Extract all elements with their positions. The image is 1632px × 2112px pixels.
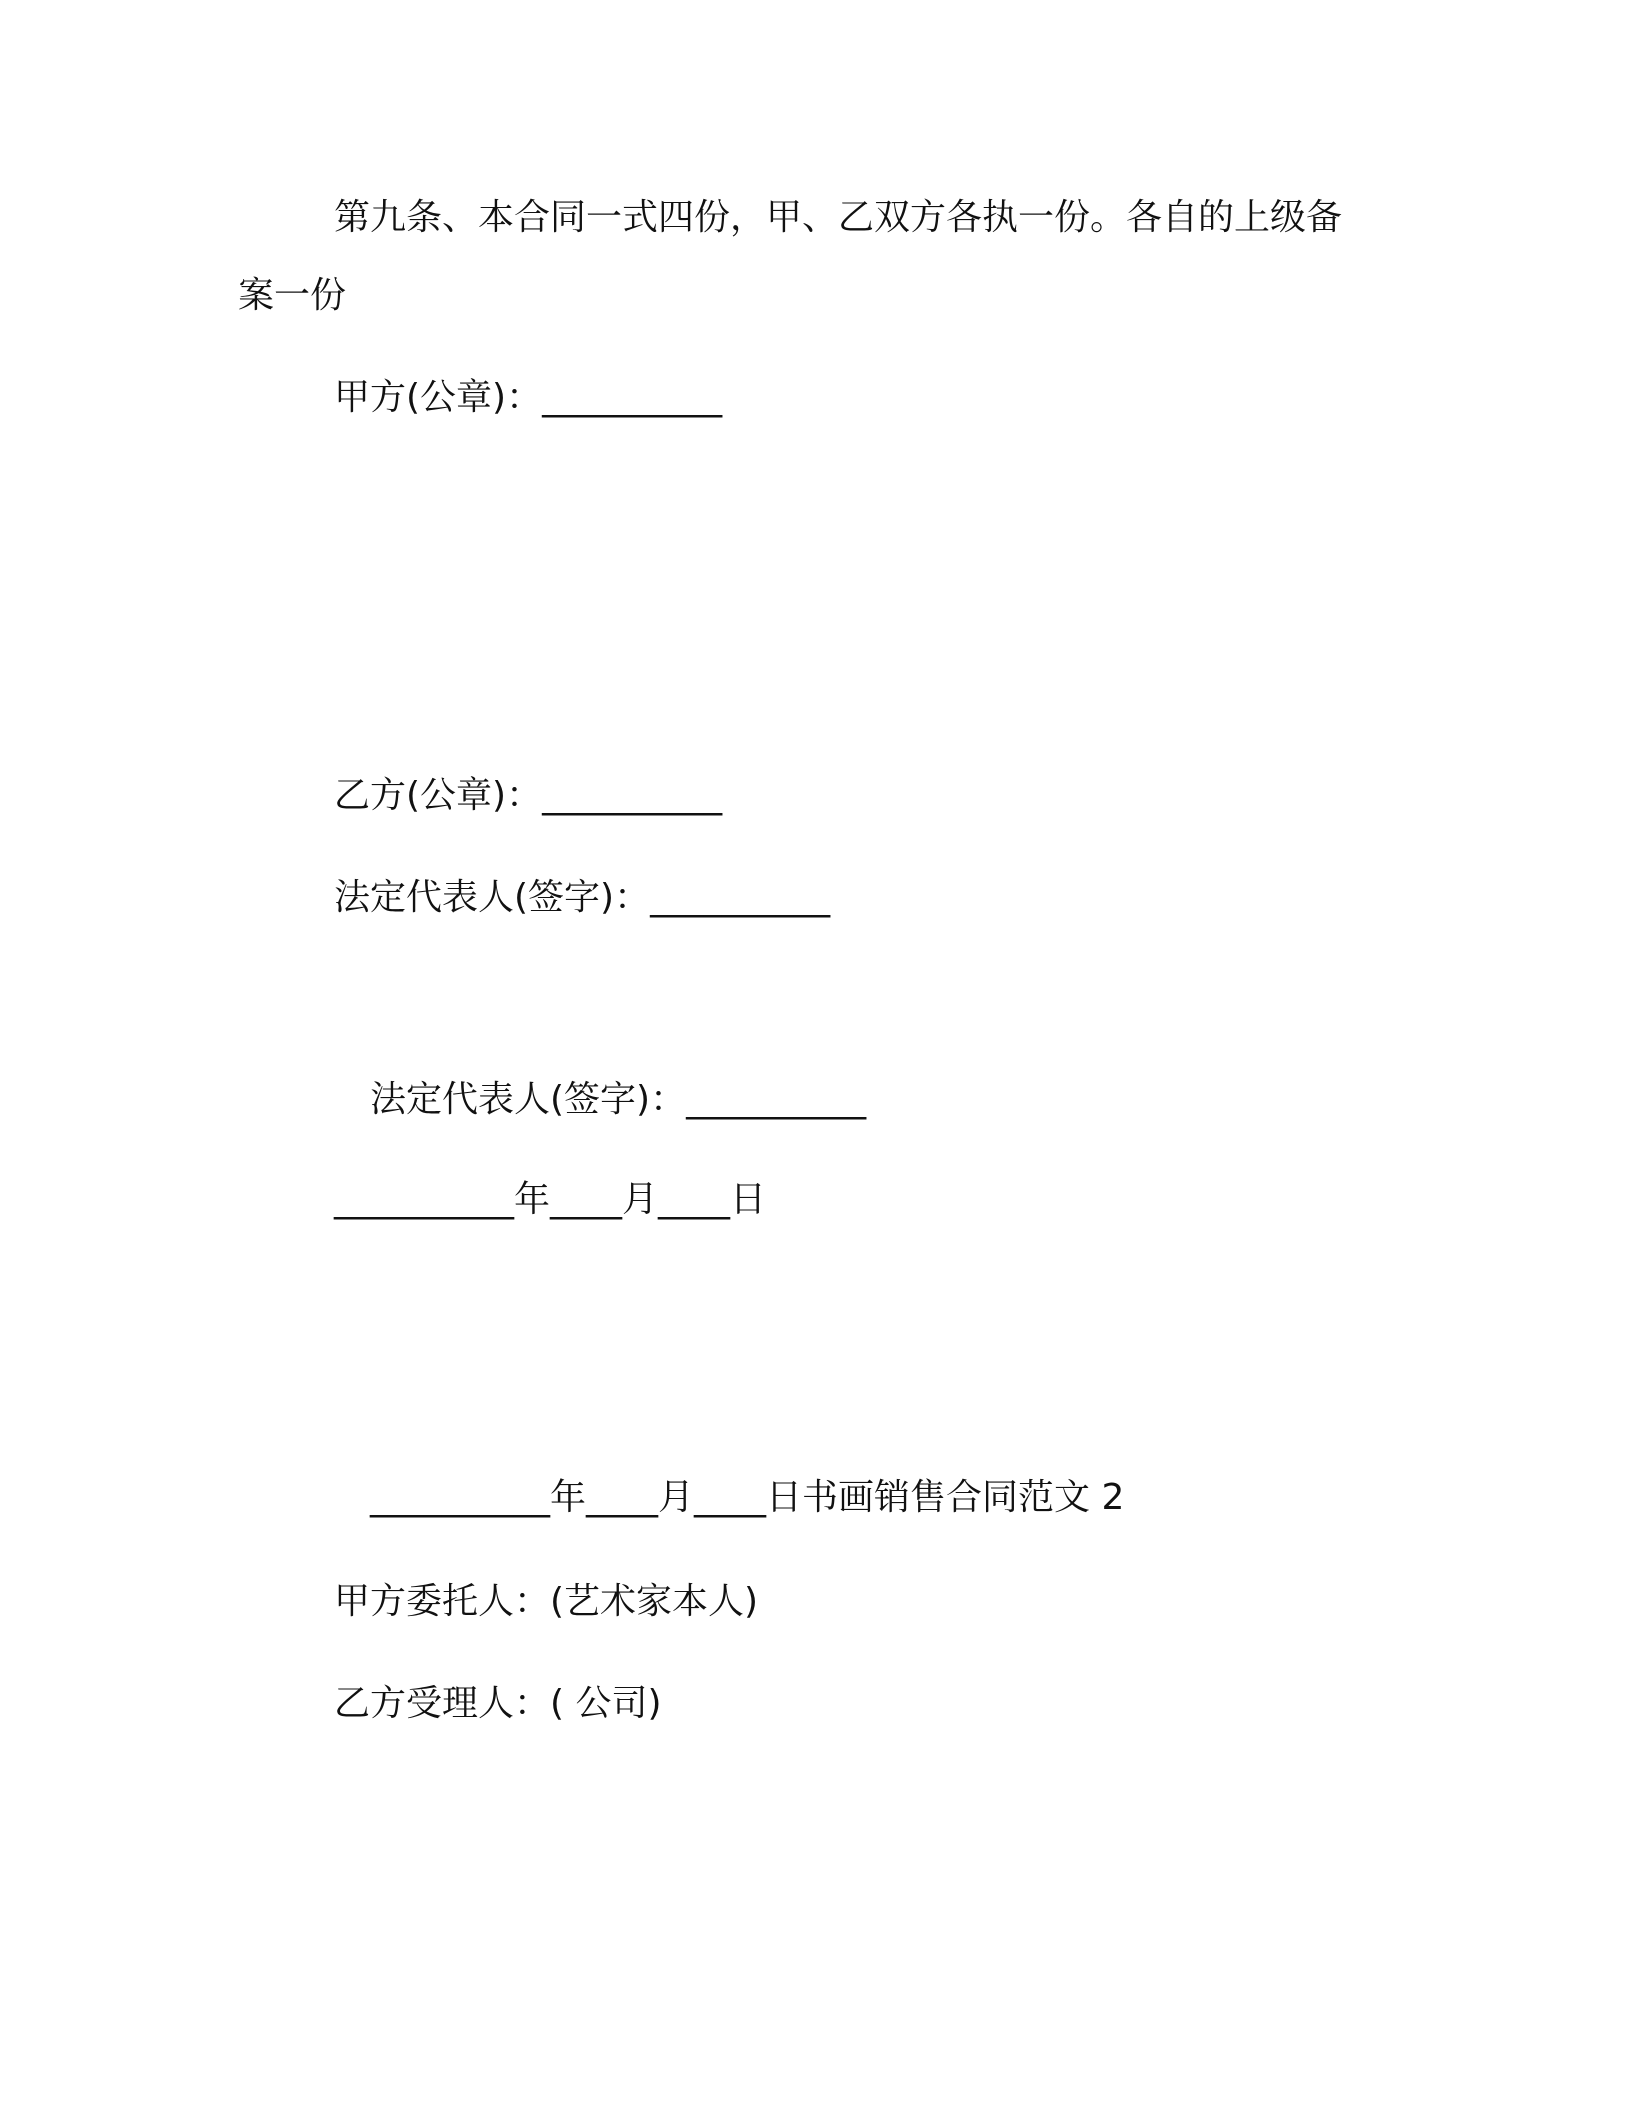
legal-representative-signature-b: 法定代表人(签字)：__________	[370, 1079, 867, 1120]
clause-nine-line-1: 第九条、本合同一式四份，甲、乙双方各执一份。各自的上级备	[334, 197, 1343, 238]
party-b-recipient-line: 乙方受理人：( 公司)	[334, 1683, 662, 1724]
party-a-principal-line: 甲方委托人：(艺术家本人)	[334, 1581, 759, 1622]
party-a-seal-line: 甲方(公章)：__________	[334, 377, 723, 418]
clause-nine-line-2: 案一份	[238, 275, 347, 316]
legal-representative-signature-a: 法定代表人(签字)：__________	[334, 877, 831, 918]
date-line: __________年____月____日	[334, 1179, 766, 1220]
party-b-seal-line: 乙方(公章)：__________	[334, 775, 723, 816]
contract-title-line: __________年____月____日书画销售合同范文 2	[370, 1477, 1125, 1518]
